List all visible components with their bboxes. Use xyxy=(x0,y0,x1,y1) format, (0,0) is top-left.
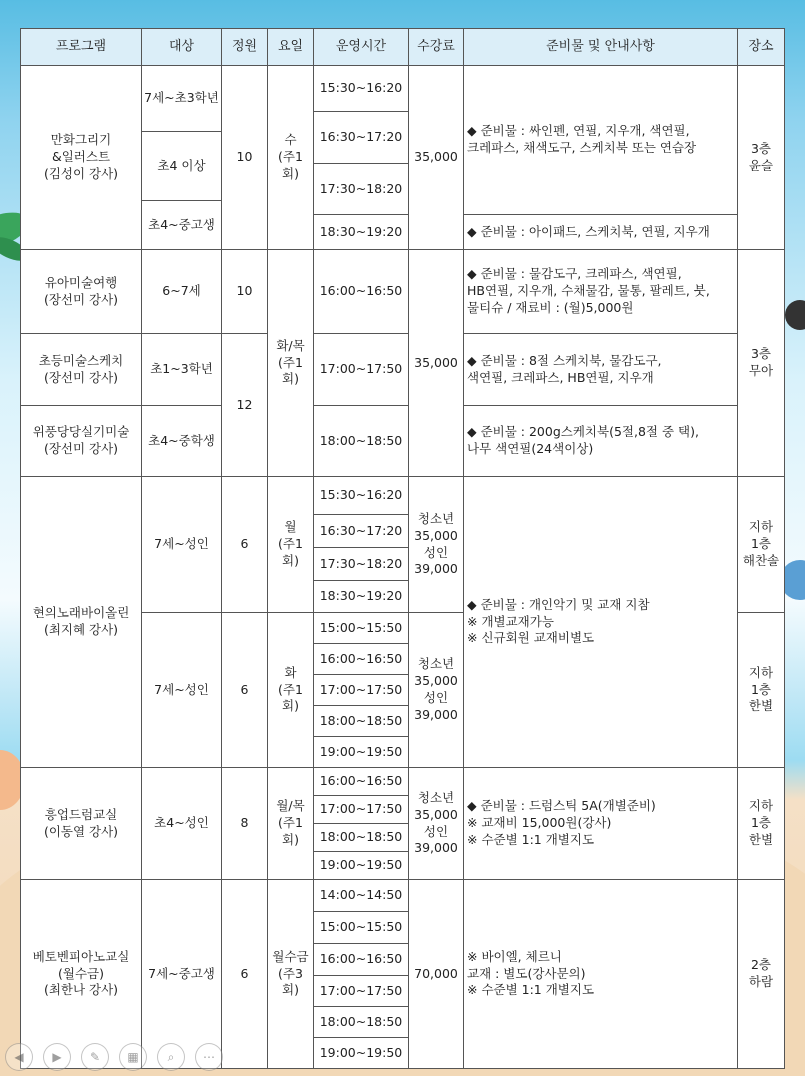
fee-cell: 청소년 35,000 성인 39,000 xyxy=(409,613,464,768)
time-slot: 19:00~19:50 xyxy=(314,1038,409,1069)
day-cell: 월 (주1회) xyxy=(268,477,314,613)
capacity-cell: 8 xyxy=(222,768,268,880)
time-slot: 17:00~17:50 xyxy=(314,796,409,824)
place-cell: 3층 무아 xyxy=(738,250,785,477)
program-name: 만화그리기 &일러스트 (김성이 강사) xyxy=(21,66,142,250)
program-name: 유아미술여행 (장선미 강사) xyxy=(21,250,142,334)
header-program: 프로그램 xyxy=(21,29,142,66)
fee-cell: 35,000 xyxy=(409,250,464,477)
time-slot: 16:00~16:50 xyxy=(314,944,409,976)
capacity-cell: 6 xyxy=(222,613,268,768)
time-slot: 18:00~18:50 xyxy=(314,1007,409,1038)
table-row xyxy=(21,477,785,515)
time-slot: 19:00~19:50 xyxy=(314,852,409,880)
time-slot: 15:00~15:50 xyxy=(314,613,409,644)
time-slot: 17:30~18:20 xyxy=(314,164,409,215)
time-slot: 18:00~18:50 xyxy=(314,706,409,737)
slideshow-toolbar xyxy=(5,1042,225,1072)
notes-cell: ◆ 준비물 : 물감도구, 크레파스, 색연필, HB연필, 지우개, 수채물감, 물통, 팔레트, 붓, 물티슈 / 재료비 : (월)5,000원 xyxy=(464,250,738,334)
day-cell: 화 (주1회) xyxy=(268,613,314,768)
notes-cell: ※ 바이엘, 체르니 교재 : 별도(강사문의) ※ 수준별 1:1 개별지도 xyxy=(464,880,738,1069)
prev-icon[interactable]: ◀ xyxy=(5,1043,33,1071)
time-slot: 17:30~18:20 xyxy=(314,548,409,581)
slides-icon[interactable]: ▦ xyxy=(119,1043,147,1071)
place-cell: 지하 1층 해찬솔 xyxy=(738,477,785,613)
notes-cell: ◆ 준비물 : 개인악기 및 교재 지참 ※ 개별교재가능 ※ 신규회원 교재비별도 xyxy=(464,477,738,768)
fee-cell: 청소년 35,000 성인 39,000 xyxy=(409,477,464,613)
header-notes: 준비물 및 안내사항 xyxy=(464,29,738,66)
pen-icon[interactable]: ✎ xyxy=(81,1043,109,1071)
target-cell: 초4 이상 xyxy=(142,132,222,201)
table-row xyxy=(21,334,785,406)
notes-cell: ◆ 준비물 : 싸인펜, 연필, 지우개, 색연필, 크레파스, 채색도구, 스케치북 또는 연습장 xyxy=(464,66,738,215)
target-cell: 7세~성인 xyxy=(142,613,222,768)
next-icon[interactable]: ▶ xyxy=(43,1043,71,1071)
day-cell: 수 (주1회) xyxy=(268,66,314,250)
target-cell: 초4~중고생 xyxy=(142,201,222,250)
time-slot: 16:00~16:50 xyxy=(314,768,409,796)
table-row xyxy=(21,406,785,477)
time-slot: 15:00~15:50 xyxy=(314,912,409,944)
more-icon[interactable]: ⋯ xyxy=(195,1043,223,1071)
notes-cell: ◆ 준비물 : 200g스케치북(5절,8절 중 택), 나무 색연필(24색이상) xyxy=(464,406,738,477)
header-row xyxy=(21,29,785,66)
target-cell: 7세~성인 xyxy=(142,477,222,613)
capacity-cell: 10 xyxy=(222,250,268,334)
notes-cell: ◆ 준비물 : 8절 스케치북, 물감도구, 색연필, 크레파스, HB연필, 지우개 xyxy=(464,334,738,406)
time-slot: 18:00~18:50 xyxy=(314,824,409,852)
target-cell: 초4~중학생 xyxy=(142,406,222,477)
schedule-table xyxy=(20,28,785,1069)
header-hours: 운영시간 xyxy=(314,29,409,66)
header-capacity: 정원 xyxy=(222,29,268,66)
time-slot: 19:00~19:50 xyxy=(314,737,409,768)
target-cell: 초1~3학년 xyxy=(142,334,222,406)
time-slot: 18:00~18:50 xyxy=(314,406,409,477)
time-slot: 16:00~16:50 xyxy=(314,250,409,334)
header-place: 장소 xyxy=(738,29,785,66)
time-slot: 17:00~17:50 xyxy=(314,976,409,1007)
table-row xyxy=(21,250,785,334)
time-slot: 16:30~17:20 xyxy=(314,515,409,548)
fee-cell: 70,000 xyxy=(409,880,464,1069)
time-slot: 15:30~16:20 xyxy=(314,477,409,515)
place-cell: 지하 1층 한별 xyxy=(738,613,785,768)
table-row xyxy=(21,66,785,112)
capacity-cell: 10 xyxy=(222,66,268,250)
place-cell: 2층 하람 xyxy=(738,880,785,1069)
program-name: 흥업드럼교실 (이동열 강사) xyxy=(21,768,142,880)
time-slot: 17:00~17:50 xyxy=(314,675,409,706)
place-cell: 지하 1층 한별 xyxy=(738,768,785,880)
target-cell: 7세~초3학년 xyxy=(142,66,222,132)
fee-cell: 35,000 xyxy=(409,66,464,250)
time-slot: 17:00~17:50 xyxy=(314,334,409,406)
time-slot: 18:30~19:20 xyxy=(314,215,409,250)
place-cell: 3층 윤슬 xyxy=(738,66,785,250)
notes-cell: ◆ 준비물 : 아이패드, 스케치북, 연필, 지우개 xyxy=(464,215,738,250)
table-row xyxy=(21,768,785,796)
day-cell: 월/목 (주1회) xyxy=(268,768,314,880)
capacity-cell: 6 xyxy=(222,477,268,613)
capacity-cell: 12 xyxy=(222,334,268,477)
day-cell: 월수금 (주3회) xyxy=(268,880,314,1069)
program-name: 베토벤피아노교실 (월수금) (최한나 강사) xyxy=(21,880,142,1069)
target-cell: 6~7세 xyxy=(142,250,222,334)
capacity-cell: 6 xyxy=(222,880,268,1069)
program-name: 위풍당당실기미술 (장선미 강사) xyxy=(21,406,142,477)
header-fee: 수강료 xyxy=(409,29,464,66)
time-slot: 18:30~19:20 xyxy=(314,581,409,613)
time-slot: 16:30~17:20 xyxy=(314,112,409,164)
time-slot: 16:00~16:50 xyxy=(314,644,409,675)
notes-cell: ◆ 준비물 : 드럼스틱 5A(개별준비) ※ 교재비 15,000원(강사) ※ 수준별 1:1 개별지도 xyxy=(464,768,738,880)
time-slot: 15:30~16:20 xyxy=(314,66,409,112)
table-row xyxy=(21,880,785,912)
program-name: 현의노래바이올린 (최지혜 강사) xyxy=(21,477,142,768)
program-name: 초등미술스케치 (장선미 강사) xyxy=(21,334,142,406)
header-target: 대상 xyxy=(142,29,222,66)
target-cell: 초4~성인 xyxy=(142,768,222,880)
time-slot: 14:00~14:50 xyxy=(314,880,409,912)
target-cell: 7세~중고생 xyxy=(142,880,222,1069)
header-day: 요일 xyxy=(268,29,314,66)
day-cell: 화/목 (주1회) xyxy=(268,250,314,477)
fee-cell: 청소년 35,000 성인 39,000 xyxy=(409,768,464,880)
zoom-icon[interactable]: ⌕ xyxy=(157,1043,185,1071)
